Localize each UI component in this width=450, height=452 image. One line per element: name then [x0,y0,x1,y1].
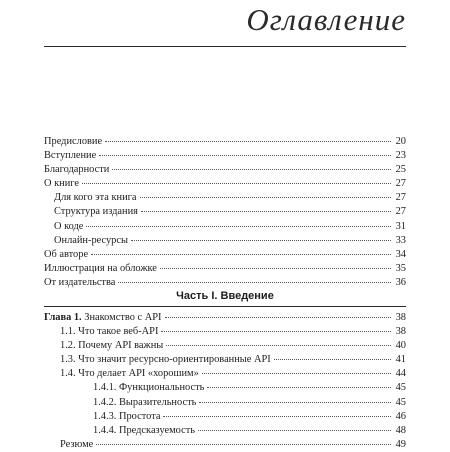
toc-entry-label [44,311,162,325]
toc-entry-text: Онлайн-ресурсы [54,234,128,246]
dot-leader [105,141,391,142]
toc-entry-text: Об авторе [44,248,89,260]
toc-entry-label [44,163,109,177]
toc-entry-text: 1.4.4. Предсказуемость [93,424,196,436]
toc-entry [44,381,406,395]
toc-entry-label [44,149,96,163]
toc-entry-label [44,177,79,191]
toc-entry-text: Благодарности [44,164,110,176]
dot-leader [118,282,391,283]
page-number: 46 [395,410,406,422]
dot-leader [131,240,391,241]
dot-leader [199,402,391,403]
page-number: 23 [395,150,406,162]
page-number: 27 [395,206,406,218]
toc-entry [44,339,406,353]
dot-leader [165,317,392,318]
toc-entry-label [44,262,157,276]
toc-entry-text: От издательства [44,276,116,288]
chapter-toc [44,311,406,452]
toc-entry-text: Иллюстрация на обложке [44,262,157,274]
page-number: 38 [395,312,406,323]
toc-entry-text: 1.4.2. Выразительность [93,396,197,408]
toc-entry-label [60,325,158,339]
toc-entry-text: Резюме [60,438,94,450]
toc-entry [44,311,406,325]
toc-entry [44,353,406,367]
toc-entry-text: 1.4.1. Функциональность [93,382,205,394]
toc-entry-label [54,191,137,205]
page-title: Оглавление [246,2,406,37]
toc-entry-text: 1.2. Почему API важны [60,340,164,352]
dot-leader [112,169,391,170]
page-number: 44 [395,368,406,380]
dot-leader [163,416,391,417]
dot-leader [274,359,391,360]
toc-entry [44,396,406,410]
dot-leader [160,268,391,269]
title-rule [44,46,406,47]
page-number: 27 [395,178,406,190]
dot-leader [96,444,391,445]
page-number: 34 [395,248,406,260]
toc-entry [44,367,406,381]
part-rule [44,306,406,307]
toc-entry [44,220,406,234]
page-number: 41 [395,354,406,366]
dot-leader [140,197,391,198]
toc-entry [44,177,406,191]
toc-entry [44,205,406,219]
dot-leader [91,254,391,255]
dot-leader [198,430,391,431]
page-number: 36 [395,276,406,288]
toc-entry [44,325,406,339]
chapter-number: Глава 1. [44,312,82,323]
page-number: 35 [395,262,406,274]
page-number: 49 [395,438,406,450]
toc-entry-text: О коде [54,220,84,232]
toc-entry-label [44,135,102,149]
toc-entry-text: 1.1. Что такое веб-API [60,326,159,338]
page-number: 20 [395,136,406,147]
toc-entry-label [54,220,83,234]
toc-entry-label [93,396,196,410]
page-number: 45 [395,382,406,394]
page-number: 27 [395,192,406,204]
toc-entry [44,149,406,163]
page-number: 25 [395,164,406,176]
page-number: 48 [395,424,406,436]
part-title: Часть I. Введение [176,290,274,302]
page-number: 33 [395,234,406,246]
toc-entry [44,248,406,262]
toc-entry [44,424,406,438]
toc-entry-label [60,353,271,367]
dot-leader [82,183,391,184]
toc-entry-label [44,248,88,262]
page-number: 40 [395,340,406,352]
toc-entry [44,410,406,424]
toc-entry-label [44,276,115,290]
toc-entry-text: О книге [44,178,80,190]
toc-entry-label [54,234,128,248]
toc-entry-text: 1.4.3. Простота [93,410,161,422]
page-number: 38 [395,326,406,338]
dot-leader [161,331,391,332]
toc-entry [44,163,406,177]
toc-entry-text: Предисловие [44,136,103,147]
toc-entry [44,234,406,248]
toc-entry-text: 1.3. Что значит ресурсно-ориентированные API [60,354,271,366]
toc-entry-text: Для кого эта книга [54,192,137,204]
toc-entry-text: Вступление [44,150,97,162]
toc-entry-label [54,205,138,219]
dot-leader [86,226,391,227]
dot-leader [166,345,391,346]
toc-entry [44,191,406,205]
page-number: 31 [395,220,406,232]
dot-leader [202,373,391,374]
toc-entry [44,262,406,276]
page-number: 45 [395,396,406,408]
dot-leader [99,155,391,156]
toc-entry-label [93,381,204,395]
toc-entry-text: Структура издания [54,206,138,218]
dot-leader [207,387,391,388]
toc-entry [44,135,406,149]
toc-entry-text: 1.4. Что делает API «хорошим» [60,368,199,380]
toc-entry-label [60,339,163,353]
toc-entry [44,276,406,290]
toc-entry-text: Знакомство с API [84,312,162,323]
toc-entry-label [93,424,195,438]
toc-entry-label [93,410,160,424]
toc-entry-label [60,367,199,381]
dot-leader [141,211,391,212]
front-matter-toc [44,135,406,290]
